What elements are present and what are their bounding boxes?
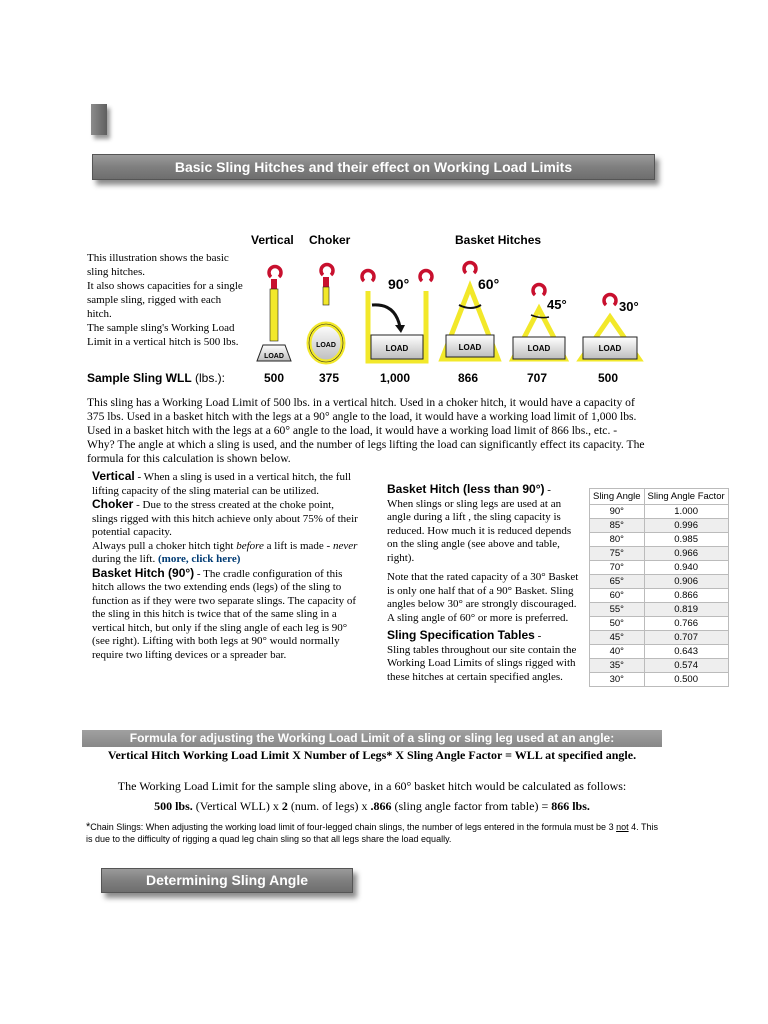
- explanation-paragraph: This sling has a Working Load Limit of 500 lbs. in a vertical hitch. Used in a choker hitch, it would have a capacity of 375 lbs. Used in a basket hitch with the legs at a 90° angle to the load, it would have a working load limit of 1,000 lbs. Used in a basket hitch with the legs at a 60° angle to the load, it would have a working load limit of 866 lbs., etc. - Why? The angle at which a sling is used, and the number of legs lifting the load can significantly effect its capacity. The formula for this calculation is shown below.: [87, 396, 645, 465]
- angle-cell: 85°: [590, 519, 645, 533]
- table-header: Sling Angle Factor: [644, 489, 728, 505]
- svg-text:LOAD: LOAD: [527, 344, 551, 353]
- angle-cell: 60°: [590, 589, 645, 603]
- vertical-header: Vertical: [251, 233, 294, 247]
- svg-text:LOAD: LOAD: [598, 344, 622, 353]
- svg-text:30°: 30°: [619, 299, 639, 314]
- vertical-hitch-figure: [257, 267, 291, 361]
- wll-basket30-value: 500: [597, 371, 619, 385]
- table-row: [590, 533, 729, 547]
- svg-text:LOAD: LOAD: [385, 344, 409, 353]
- wll-basket45-value: 707: [526, 371, 548, 385]
- table-row: [590, 519, 729, 533]
- section-title-bar: Basic Sling Hitches and their effect on Working Load Limits: [92, 154, 655, 180]
- basket-90-figure: [362, 271, 432, 361]
- intro-line: This illustration shows the basic sling hitches.: [87, 252, 229, 278]
- sample-sling-wll-label: Sample Sling WLL (lbs.):: [87, 371, 226, 385]
- factor-cell: 0.766: [644, 617, 728, 631]
- basket-45-figure: [513, 285, 567, 359]
- spec-tables-term: Sling Specification Tables: [387, 628, 535, 642]
- svg-text:LOAD: LOAD: [458, 343, 482, 352]
- angle-cell: 75°: [590, 547, 645, 561]
- table-row: [590, 505, 729, 519]
- table-row: [590, 547, 729, 561]
- chain-slings-note: *Chain Slings: When adjusting the working load limit of four-legged chain slings, the number of legs entered in the formula must be 3 not 4. This is due to the difficulty of rigging a quad leg chain sling so that all legs share the load equally.: [86, 821, 658, 844]
- svg-text:LOAD: LOAD: [264, 353, 284, 360]
- table-row: [590, 603, 729, 617]
- basket-less-term: Basket Hitch (less than 90°): [387, 482, 545, 496]
- angle-cell: 70°: [590, 561, 645, 575]
- factor-cell: 0.707: [644, 631, 728, 645]
- angle-cell: 45°: [590, 631, 645, 645]
- angle-cell: 90°: [590, 505, 645, 519]
- table-header: Sling Angle: [590, 489, 645, 505]
- angle-cell: 80°: [590, 533, 645, 547]
- factor-cell: 0.966: [644, 547, 728, 561]
- factor-cell: 1.000: [644, 505, 728, 519]
- table-row: [590, 561, 729, 575]
- svg-text:60°: 60°: [478, 276, 500, 292]
- angle-cell: 50°: [590, 617, 645, 631]
- svg-text:90°: 90°: [388, 276, 410, 292]
- table-row: [590, 575, 729, 589]
- intro-line: It also shows capacities for a single sample sling, rigged with each hitch.: [87, 280, 243, 320]
- wll-basket90-value: 1,000: [379, 371, 411, 385]
- right-column: Basket Hitch (less than 90°) - When slings or sling legs are used at an angle during a lift , the sling capacity is reduced. How much it is reduced depends on the sling angle (see above and table, right). Note that the rated capacity of a 30° Basket is only one half that of a 90° Basket. Sling angles below 30° are strongly discouraged. A sling angle of 60° or more is preferred. Sling Specification Tables - Sling tables throughout our site contain the Working Load Limits of slings rigged with these hitches at certain specified angles.: [387, 482, 579, 683]
- table-row: [590, 631, 729, 645]
- intro-text: [87, 251, 247, 349]
- factor-cell: 0.819: [644, 603, 728, 617]
- wll-basket60-value: 866: [457, 371, 479, 385]
- table-row: [590, 645, 729, 659]
- angle-cell: 65°: [590, 575, 645, 589]
- table-row: [590, 673, 729, 687]
- sling-angle-table: [589, 488, 729, 687]
- factor-cell: 0.643: [644, 645, 728, 659]
- angle-cell: 35°: [590, 659, 645, 673]
- formula-text: Vertical Hitch Working Load Limit X Number of Legs* X Sling Angle Factor = WLL at specified angle.: [107, 748, 637, 762]
- svg-text:LOAD: LOAD: [316, 342, 336, 349]
- angle-cell: 40°: [590, 645, 645, 659]
- sling-hitches-illustration: [245, 255, 655, 370]
- header-tab-stub: [91, 104, 107, 135]
- choker-hitch-figure: [309, 265, 343, 362]
- basket-hitches-header: Basket Hitches: [455, 233, 542, 247]
- table-row: [590, 589, 729, 603]
- choker-header: Choker: [309, 233, 351, 247]
- basket-60-figure: [442, 263, 499, 359]
- angle-cell: 55°: [590, 603, 645, 617]
- wll-choker-value: 375: [318, 371, 340, 385]
- calculation-text: 500 lbs. (Vertical WLL) x 2 (num. of legs) x .866 (sling angle factor from table) = 866 lbs.: [154, 799, 590, 813]
- formula-bar: Formula for adjusting the Working Load Limit of a sling or sling leg used at an angle:: [82, 730, 662, 747]
- factor-cell: 0.996: [644, 519, 728, 533]
- factor-cell: 0.985: [644, 533, 728, 547]
- angle-cell: 30°: [590, 673, 645, 687]
- basket-90-term: Basket Hitch (90°): [92, 565, 195, 580]
- factor-cell: 0.940: [644, 561, 728, 575]
- left-column: Vertical - When a sling is used in a vertical hitch, the full lifting capacity of the sling material can be utilized. Choker - Due to the stress created at the choke point, slings rigged with this hitch achieve only about 75% of their potential capacity. Always pull a choker hitch tight before a lift is made - never during the lift. (more, click here) Basket Hitch (90°) - The cradle configuration of this hitch allows the two extending ends (legs) of the sling to function as if they were two separate slings. The capacity of the sling in this hitch is twice that of the same sling in a vertical hitch, but only if the sling angle of each leg is 90° (see right). Lifting with both legs at 90° would normally require two lifting devices or a spreader bar.: [92, 469, 358, 661]
- factor-cell: 0.866: [644, 589, 728, 603]
- factor-cell: 0.500: [644, 673, 728, 687]
- factor-cell: 0.574: [644, 659, 728, 673]
- table-row: [590, 659, 729, 673]
- determining-sling-angle-bar[interactable]: Determining Sling Angle: [101, 868, 353, 893]
- table-row: [590, 617, 729, 631]
- factor-cell: 0.906: [644, 575, 728, 589]
- more-link[interactable]: (more, click here): [158, 553, 241, 565]
- basket-30-figure: [581, 295, 639, 359]
- example-text: The Working Load Limit for the sample sling above, in a 60° basket hitch would be calculated as follows:: [117, 779, 627, 793]
- intro-line: The sample sling's Working Load Limit in a vertical hitch is 500 lbs.: [87, 322, 239, 348]
- svg-text:45°: 45°: [547, 297, 567, 312]
- vertical-term: Vertical: [92, 469, 135, 483]
- choker-term: Choker: [92, 497, 134, 511]
- wll-vertical-value: 500: [263, 371, 285, 385]
